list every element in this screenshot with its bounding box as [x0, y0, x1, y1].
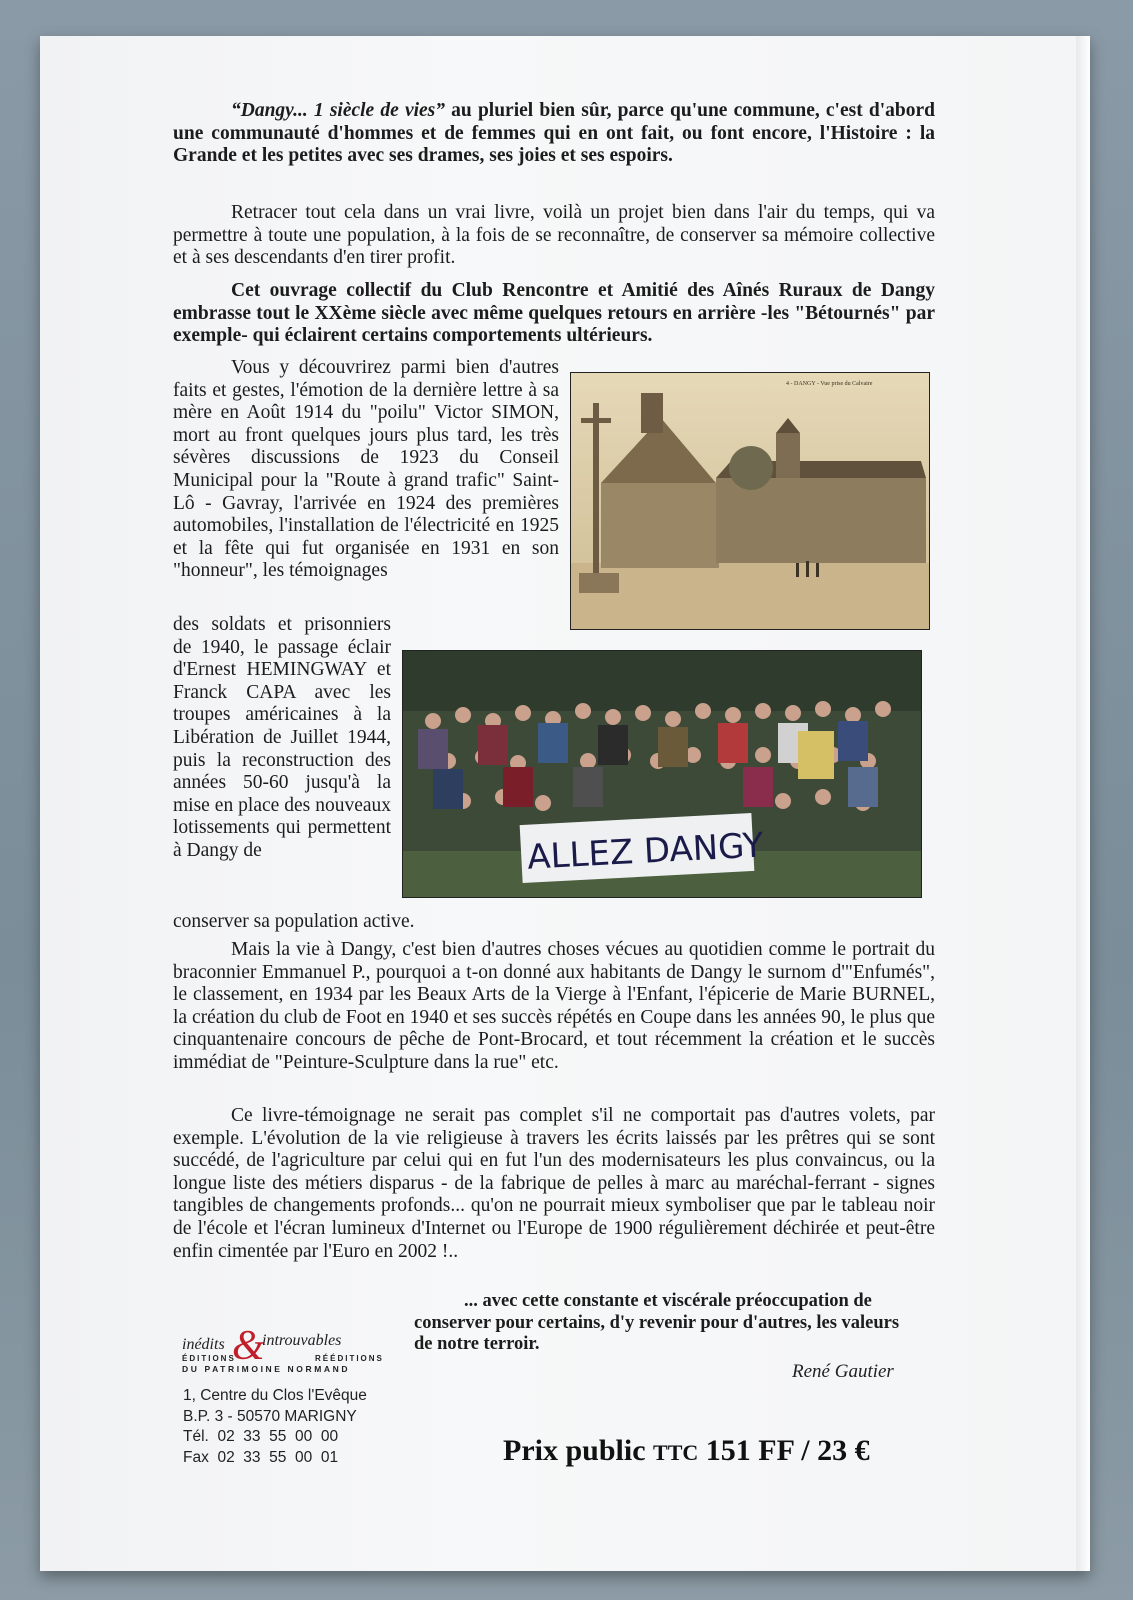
- discover-paragraph-part1: Vous y découvrirez parmi bien d'autres faits et gestes, l'émotion de la dernière lettre à sa mère en Août 1914 du "poilu" Victor SIMON, mort au front quelques jours plus tard, les très sévères discussions de 1923 du Conseil Municipal pour la "Route à grand trafic" Saint-Lô - Gavray, l'arrivée en 1924 des premières automobiles, l'installation de l'électricité en 1925 et la fête qui fut organisée en 1931 en son "honneur", les témoignages: [173, 357, 559, 582]
- livre-paragraph: Ce livre-témoignage ne serait pas complet s'il ne comportait pas d'autres volets, par exemple. L'évolution de la vie religieuse à travers les écrits laissés par les prêtres qui se sont succédé, de l'agriculture par celui qui en fut l'un des modernisateurs les plus convaincus, ou la longue liste des métiers disparus - de la fabrique de pelles à marc au maréchal-ferrant - signes tangibles de changements profonds... qu'on ne pourrait mieux symboliser que par le tableau noir de l'école et l'écran lumineux d'Internet ou l'Europe de 1900 régulièrement déchirée et peut-être enfin cimentée par l'Euro en 2002 !..: [173, 1105, 935, 1262]
- mais-paragraph: Mais la vie à Dangy, c'est bien d'autres choses vécues au quotidien comme le portrait du braconnier Emmanuel P., pourquoi a t-on donné aux habitants de Dangy le surnom d'"Enfumés", le classement, en 1934 par les Beaux Arts de la Vierge à l'Enfant, l'épicerie de Marie BURNEL, la création du club de Foot en 1940 et ses succès répétés en Coupe dans les années 90, le plus que cinquantenaire concours de pêche de Pont-Brocard, et tout récemment la création et le succès immédiat de "Peinture-Sculpture dans la rue" etc.: [173, 939, 935, 1073]
- logo-editions: ÉDITIONS: [182, 1354, 236, 1363]
- price-prefix: Prix public: [503, 1434, 646, 1467]
- group-photo-illustration: [403, 651, 921, 897]
- allez-dangy-banner: ALLEZ DANGY: [526, 825, 765, 878]
- intro-paragraph: [173, 100, 935, 168]
- price-ttc: TTC: [653, 1440, 699, 1465]
- discover-paragraph-part3: conserver sa population active.: [173, 911, 415, 932]
- price-value: 151 FF / 23 €: [705, 1434, 870, 1467]
- publisher-address: 1, Centre du Clos l'Evêque B.P. 3 - 50570 MARIGNY Tél. 02 33 55 00 00 Fax 02 33 55 00 01: [183, 1387, 367, 1466]
- book-title-quote: “Dangy... 1 siècle de vies”: [231, 100, 446, 121]
- publisher-logo: [180, 1323, 395, 1386]
- logo-reeditions: RÉÉDITIONS: [315, 1354, 384, 1363]
- intro-text: au pluriel bien sûr, parce qu'une commune, c'est d'abord une communauté d'hommes et de femmes qui en ont fait, ou font encore, l'Histoire : la Grande et les petites avec ses drames, ses joies et ses espoirs.: [173, 100, 935, 167]
- logo-inedits: inédits: [182, 1336, 225, 1353]
- ouvrage-paragraph: Cet ouvrage collectif du Club Rencontre et Amitié des Aînés Ruraux de Dangy embrasse tout le XXème siècle avec même quelques retours en arrière -les "Bétournés" par exemple- qui éclairent certains comportements ultérieurs.: [173, 280, 935, 347]
- price-label: [503, 1434, 870, 1468]
- logo-ampersand: &: [232, 1323, 265, 1369]
- closing-paragraph: ... avec cette constante et viscérale préoccupation de conserver pour certains, d'y revenir pour d'autres, les valeurs de notre terroir.: [414, 1291, 900, 1354]
- logo-patrimoine: DU PATRIMOINE NORMAND: [182, 1364, 351, 1374]
- book-back-cover: [40, 36, 1090, 1571]
- group-photo-allez-dangy: [402, 650, 922, 898]
- logo-introuvables: introuvables: [262, 1332, 342, 1349]
- postcard-illustration: [571, 373, 929, 629]
- postcard-caption: 4 - DANGY - Vue prise du Calvaire: [786, 381, 873, 387]
- author-signature: René Gautier: [792, 1361, 894, 1382]
- book-spine-edge: [1076, 36, 1090, 1571]
- retracer-paragraph: Retracer tout cela dans un vrai livre, voilà un projet bien dans l'air du temps, qui va permettre à toute une population, à la fois de se reconnaître, de conserver sa mémoire collective et à ses descendants d'en tirer profit.: [173, 202, 935, 269]
- postcard-photo-calvaire: [570, 372, 930, 630]
- discover-paragraph-part2: des soldats et prisonniers de 1940, le passage éclair d'Ernest HEMINGWAY et Franck CAPA avec les troupes américaines à la Libération de Juillet 1944, puis la reconstruction des années 50-60 jusqu'à la mise en place des nouveaux lotissements qui permettent à Dangy de: [173, 614, 391, 861]
